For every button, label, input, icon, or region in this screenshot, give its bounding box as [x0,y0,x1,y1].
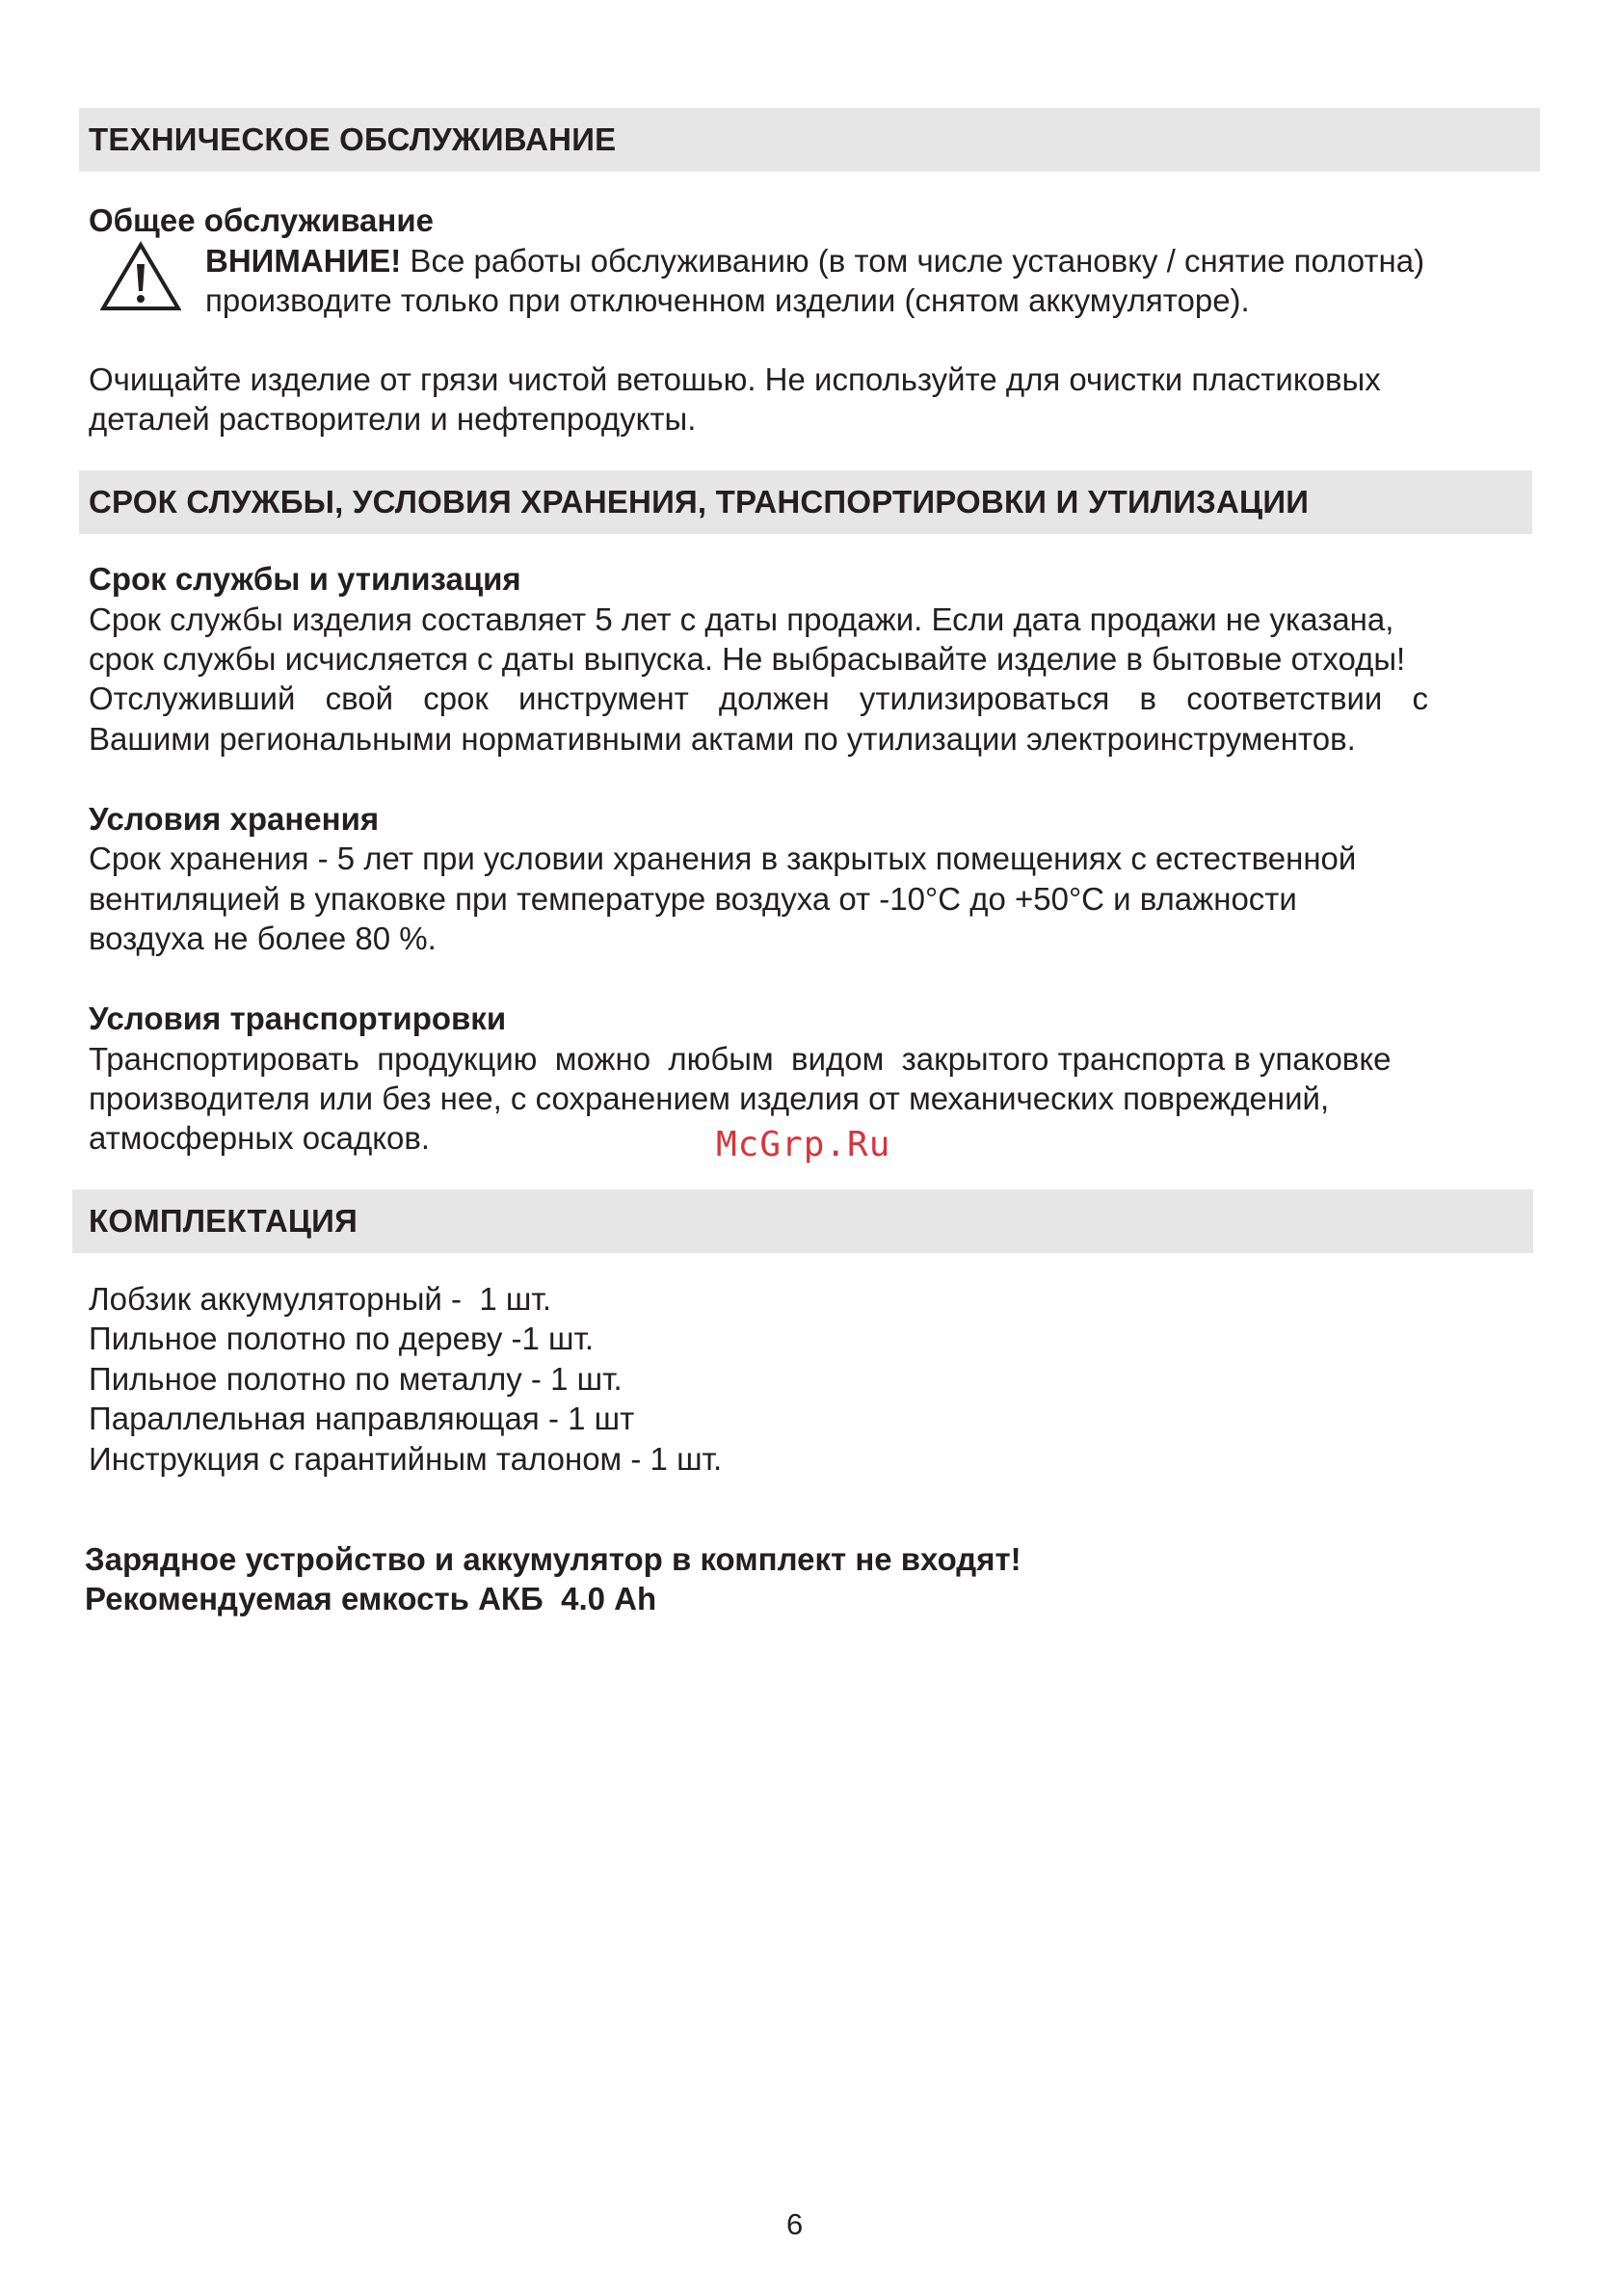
subsection-title-storage: Условия хранения [89,801,380,837]
word: свой [325,681,394,716]
life-text-line-1: Срок службы изделия составляет 5 лет с даты продажи. Если дата продажи не указана, [89,601,1394,637]
word: должен [718,681,830,716]
transport-text-line-3: атмосферных осадков. [89,1120,431,1156]
word: инструмент [518,681,689,716]
watermark: McGrp.Ru [716,1125,891,1164]
kit-item: Инструкция с гарантийным талоном - 1 шт. [89,1441,723,1477]
section-title: СРОК СЛУЖБЫ, УСЛОВИЯ ХРАНЕНИЯ, ТРАНСПОРТИРОВКИ И УТИЛИЗАЦИИ [89,484,1310,520]
warning-label: ВНИМАНИЕ! [205,243,402,279]
word: Отслуживший [89,681,296,716]
warning-text: Все работы обслуживанию (в том числе установку / снятие полотна) [401,243,1425,279]
page-number: 6 [786,2207,804,2241]
word: срок [423,681,489,716]
word: с [1412,681,1428,716]
cleaning-text-line-1: Очищайте изделие от грязи чистой ветошью. Не используйте для очистки пластиковых [89,361,1381,397]
subsection-title-general-maintenance: Общее обслуживание [89,202,434,238]
subsection-title-transport: Условия транспортировки [89,1001,507,1036]
kit-item: Пильное полотно по дереву -1 шт. [89,1321,595,1356]
section-title: КОМПЛЕКТАЦИЯ [89,1203,358,1239]
section-header-kit [72,1189,1533,1253]
kit-item: Лобзик аккумуляторный - 1 шт. [89,1281,551,1317]
warning-text-line-2: производите только при отключенном изделии (снятом аккумуляторе). [205,282,1250,318]
kit-item: Пильное полотно по металлу - 1 шт. [89,1361,623,1397]
kit-item: Параллельная направляющая - 1 шт [89,1401,635,1436]
transport-text-line-2: производителя или без нее, с сохранением изделия от механических повреждений, [89,1081,1330,1116]
word: утилизироваться [859,681,1110,716]
word: соответствии [1186,681,1383,716]
note-line-2: Рекомендуемая емкость АКБ 4.0 Ah [85,1581,657,1616]
storage-text-line-2: вентиляцией в упаковке при температуре воздуха от -10°С до +50°С и влажности [89,881,1297,917]
section-title: ТЕХНИЧЕСКОЕ ОБСЛУЖИВАНИЕ [89,121,617,157]
section-header-service-life [79,470,1532,534]
cleaning-text-line-2: деталей растворители и нефтепродукты. [89,401,697,437]
word: в [1139,681,1157,716]
subsection-title-life: Срок службы и утилизация [89,561,521,597]
life-text-line-2: срок службы исчисляется с даты выпуска. Не выбрасывайте изделие в бытовые отходы! [89,641,1406,677]
warning-text-line-1 [205,243,1424,280]
life-text-line-4: Вашими региональными нормативными актами по утилизации электроинструментов. [89,721,1356,757]
transport-text-line-1: Транспортировать продукцию можно любым видом закрытого транспорта в упаковке [89,1041,1392,1077]
section-header-maintenance [79,108,1540,172]
note-line-1: Зарядное устройство и аккумулятор в комплект не входят! [85,1541,1021,1577]
life-text-line-3 [89,681,1428,717]
storage-text-line-1: Срок хранения - 5 лет при условии хранения в закрытых помещениях с естественной [89,841,1357,876]
storage-text-line-3: воздуха не более 80 %. [89,921,437,956]
warning-triangle-icon [100,241,181,312]
